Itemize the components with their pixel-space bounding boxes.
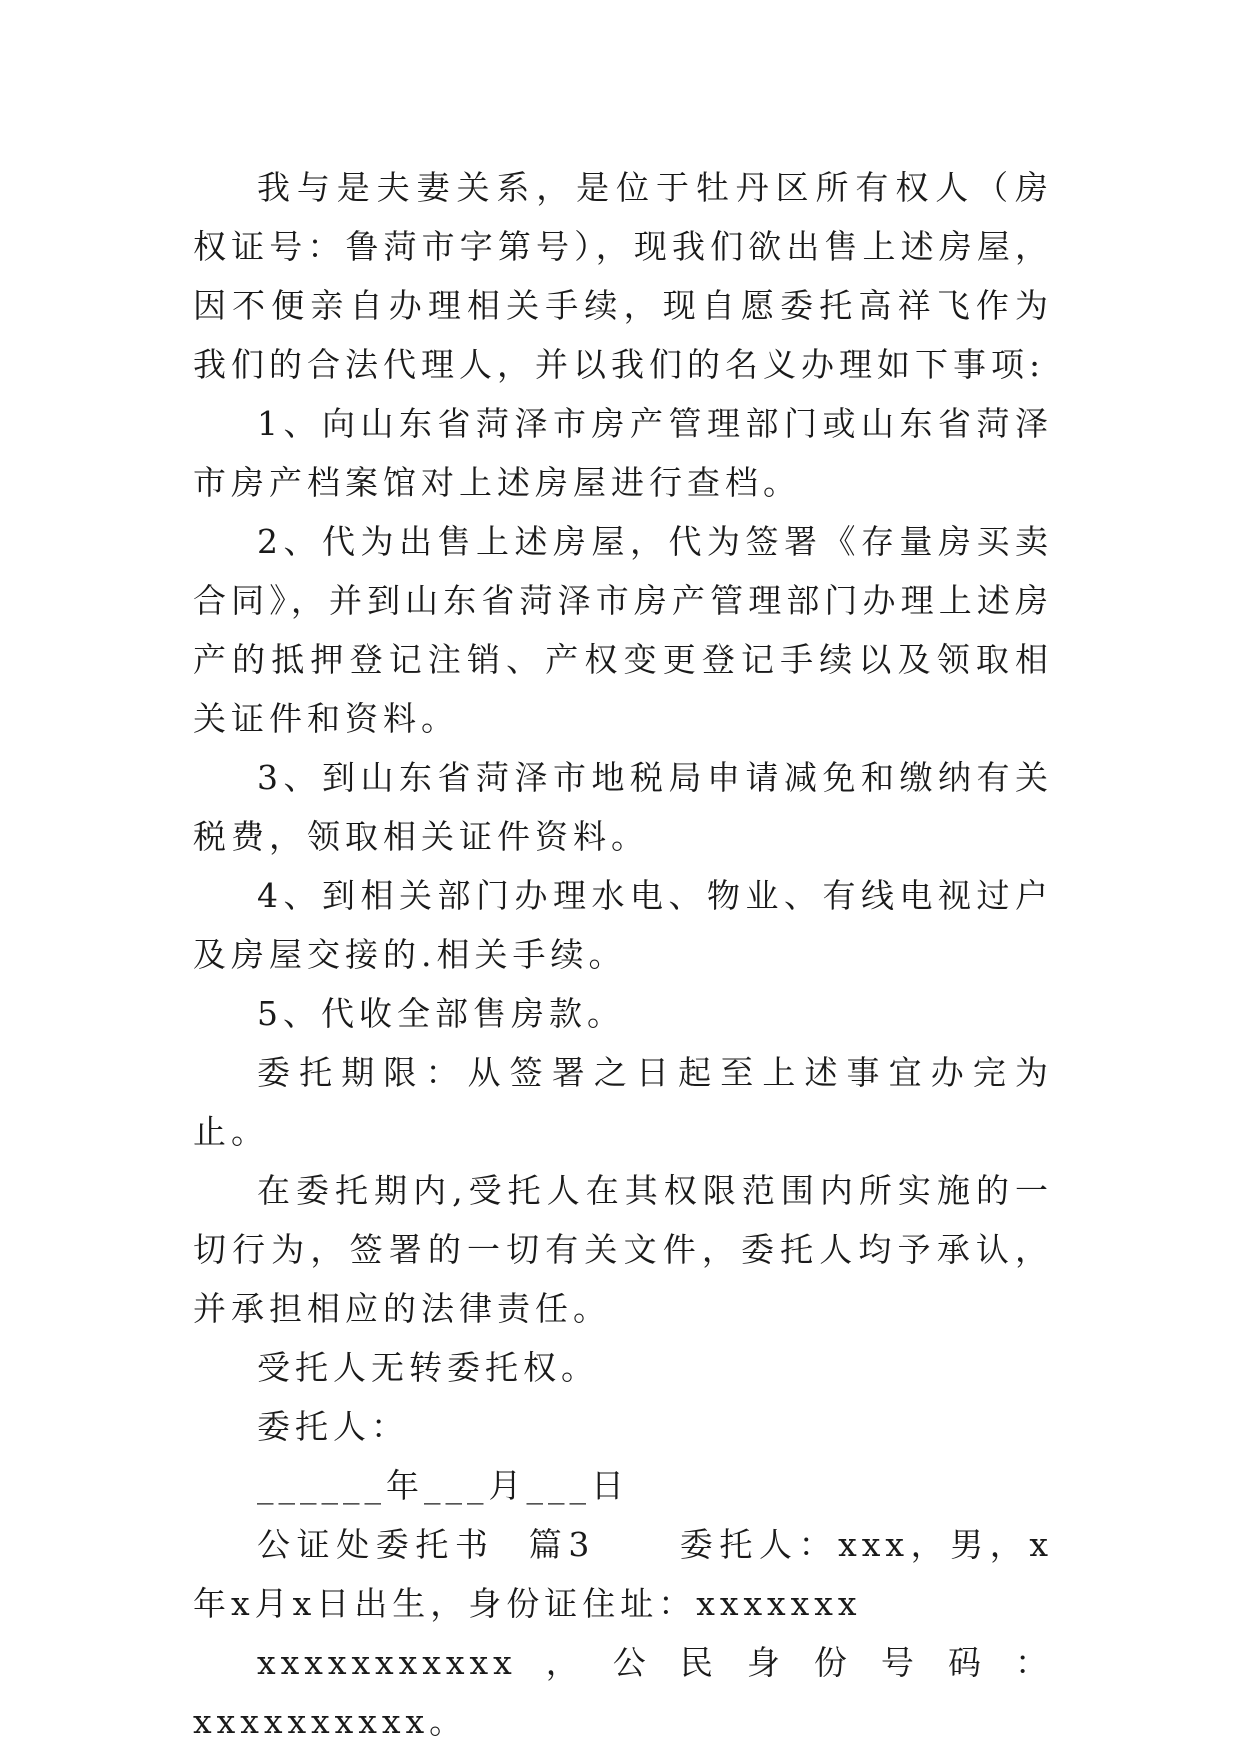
paragraph-principal-signature: 委托人： <box>257 1407 409 1446</box>
paragraph-item-3: 3、到山东省菏泽市地税局申请减免和缴纳有关税费，领取相关证件资料。 <box>193 758 1053 856</box>
paragraph-no-subdelegation: 受托人无转委托权。 <box>257 1348 599 1387</box>
paragraph-item-5: 5、代收全部售房款。 <box>257 994 625 1033</box>
paragraph-item-2: 2、代为出售上述房屋，代为签署《存量房买卖合同》，并到山东省菏泽市房产管理部门办理上述房产的抵押登记注销、产权变更登记手续以及领取相关证件和资料。 <box>193 522 1053 738</box>
paragraph-id-number: xxxxxxxxxxx，公民身份号码：xxxxxxxxxx。 <box>193 1643 1053 1741</box>
document-page <box>193 158 1053 1751</box>
paragraph-item-4: 4、到相关部门办理水电、物业、有线电视过户及房屋交接的.相关手续。 <box>193 876 1053 974</box>
paragraph-item-1: 1、向山东省菏泽市房产管理部门或山东省菏泽市房产档案馆对上述房屋进行查档。 <box>193 404 1053 502</box>
paragraph-liability: 在委托期内,受托人在其权限范围内所实施的一切行为，签署的一切有关文件，委托人均予承认，并承担相应的法律责任。 <box>193 1171 1053 1328</box>
paragraph-section-3-header: 公证处委托书 篇3 委托人：xxx，男，x年x月x日出生，身份证住址：xxxxxxx <box>193 1525 1053 1623</box>
paragraph-term: 委托期限：从签署之日起至上述事宜办完为止。 <box>193 1053 1053 1151</box>
paragraph-intro: 我与是夫妻关系，是位于牡丹区所有权人（房权证号：鲁菏市字第号），现我们欲出售上述房屋，因不便亲自办理相关手续，现自愿委托高祥飞作为我们的合法代理人，并以我们的名义办理如下事项: <box>193 168 1053 384</box>
paragraph-date-line: ______年___月___日 <box>257 1466 629 1505</box>
